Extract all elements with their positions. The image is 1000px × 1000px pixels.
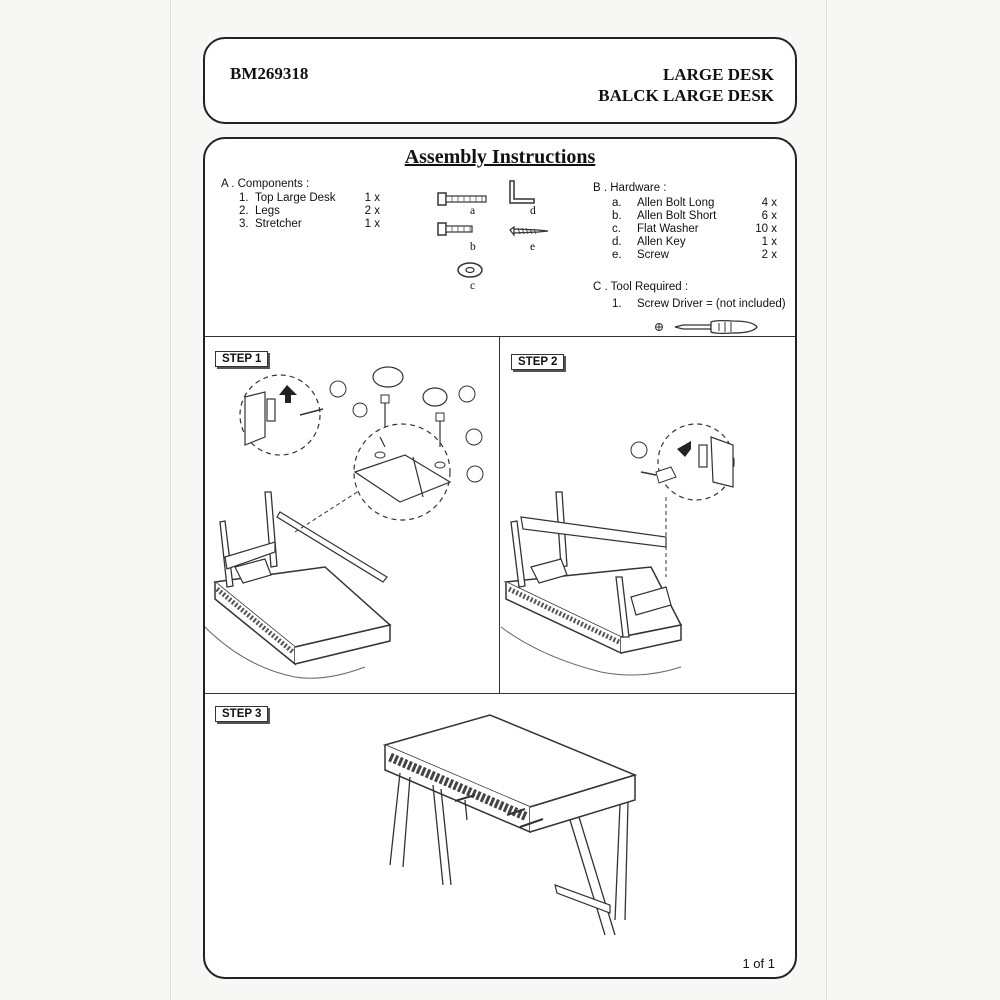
product-title-line1: LARGE DESK: [663, 65, 774, 84]
product-title: [598, 64, 774, 106]
step-3-illustration: [205, 695, 795, 977]
instructions-box: [203, 137, 797, 979]
divider-bottom: [205, 693, 795, 694]
step-2-label: STEP 2: [511, 354, 564, 370]
step-1-illustration: [205, 337, 499, 693]
component-1-name: Top Large Desk: [255, 192, 336, 204]
allen-bolt-long-icon: [438, 193, 486, 205]
component-1-qty: 1 x: [364, 192, 380, 204]
instructions-title: Assembly Instructions: [404, 146, 596, 168]
hardware-c-qty: 10 x: [755, 223, 777, 235]
screw-icon: [510, 227, 548, 235]
hardware-d-letter: d.: [612, 236, 622, 248]
hardware-e-qty: 2 x: [761, 249, 777, 261]
step-3-label: STEP 3: [215, 706, 268, 722]
hardware-illustrations: [430, 179, 560, 299]
hardware-d-qty: 1 x: [761, 236, 777, 248]
component-2-name: Legs: [255, 205, 280, 217]
step-2-illustration: [501, 337, 795, 693]
hardware-b-qty: 6 x: [761, 210, 777, 222]
hardware-d-name: Allen Key: [637, 236, 686, 248]
hardware-b-name: Allen Bolt Short: [637, 210, 717, 222]
hardware-letter-c: c: [470, 280, 476, 292]
scan-edge-right: [826, 0, 827, 1000]
tool-1-name: Screw Driver = (not included): [637, 298, 786, 310]
hardware-heading: B . Hardware :: [593, 182, 667, 194]
hardware-a-qty: 4 x: [761, 197, 777, 209]
hardware-letter-d: d: [530, 205, 536, 217]
component-3-qty: 1 x: [364, 218, 380, 230]
tool-1-num: 1.: [612, 298, 622, 310]
page-number: 1 of 1: [742, 956, 775, 971]
divider-middle: [499, 336, 500, 693]
tools-heading: C . Tool Required :: [593, 281, 689, 293]
hardware-letter-a: a: [470, 205, 476, 217]
hardware-letter-b: b: [470, 241, 476, 253]
hardware-b-letter: b.: [612, 210, 622, 222]
component-3-name: Stretcher: [255, 218, 302, 230]
step-1-label: STEP 1: [215, 351, 268, 367]
hardware-a-name: Allen Bolt Long: [637, 197, 715, 209]
allen-key-icon: [510, 181, 534, 203]
hardware-a-letter: a.: [612, 197, 622, 209]
hardware-c-name: Flat Washer: [637, 223, 699, 235]
hardware-c-letter: c.: [612, 223, 621, 235]
flat-washer-icon: [458, 263, 482, 277]
hardware-e-name: Screw: [637, 249, 669, 261]
hardware-letter-e: e: [530, 241, 536, 253]
allen-bolt-short-icon: [438, 223, 472, 235]
hardware-e-letter: e.: [612, 249, 622, 261]
component-3-num: 3.: [239, 218, 249, 230]
component-2-num: 2.: [239, 205, 249, 217]
component-1-num: 1.: [239, 192, 249, 204]
components-heading: A . Components :: [221, 178, 310, 190]
component-2-qty: 2 x: [364, 205, 380, 217]
product-code: BM269318: [230, 64, 309, 83]
product-title-line2: BALCK LARGE DESK: [598, 86, 774, 105]
scan-edge-left: [170, 0, 171, 1000]
